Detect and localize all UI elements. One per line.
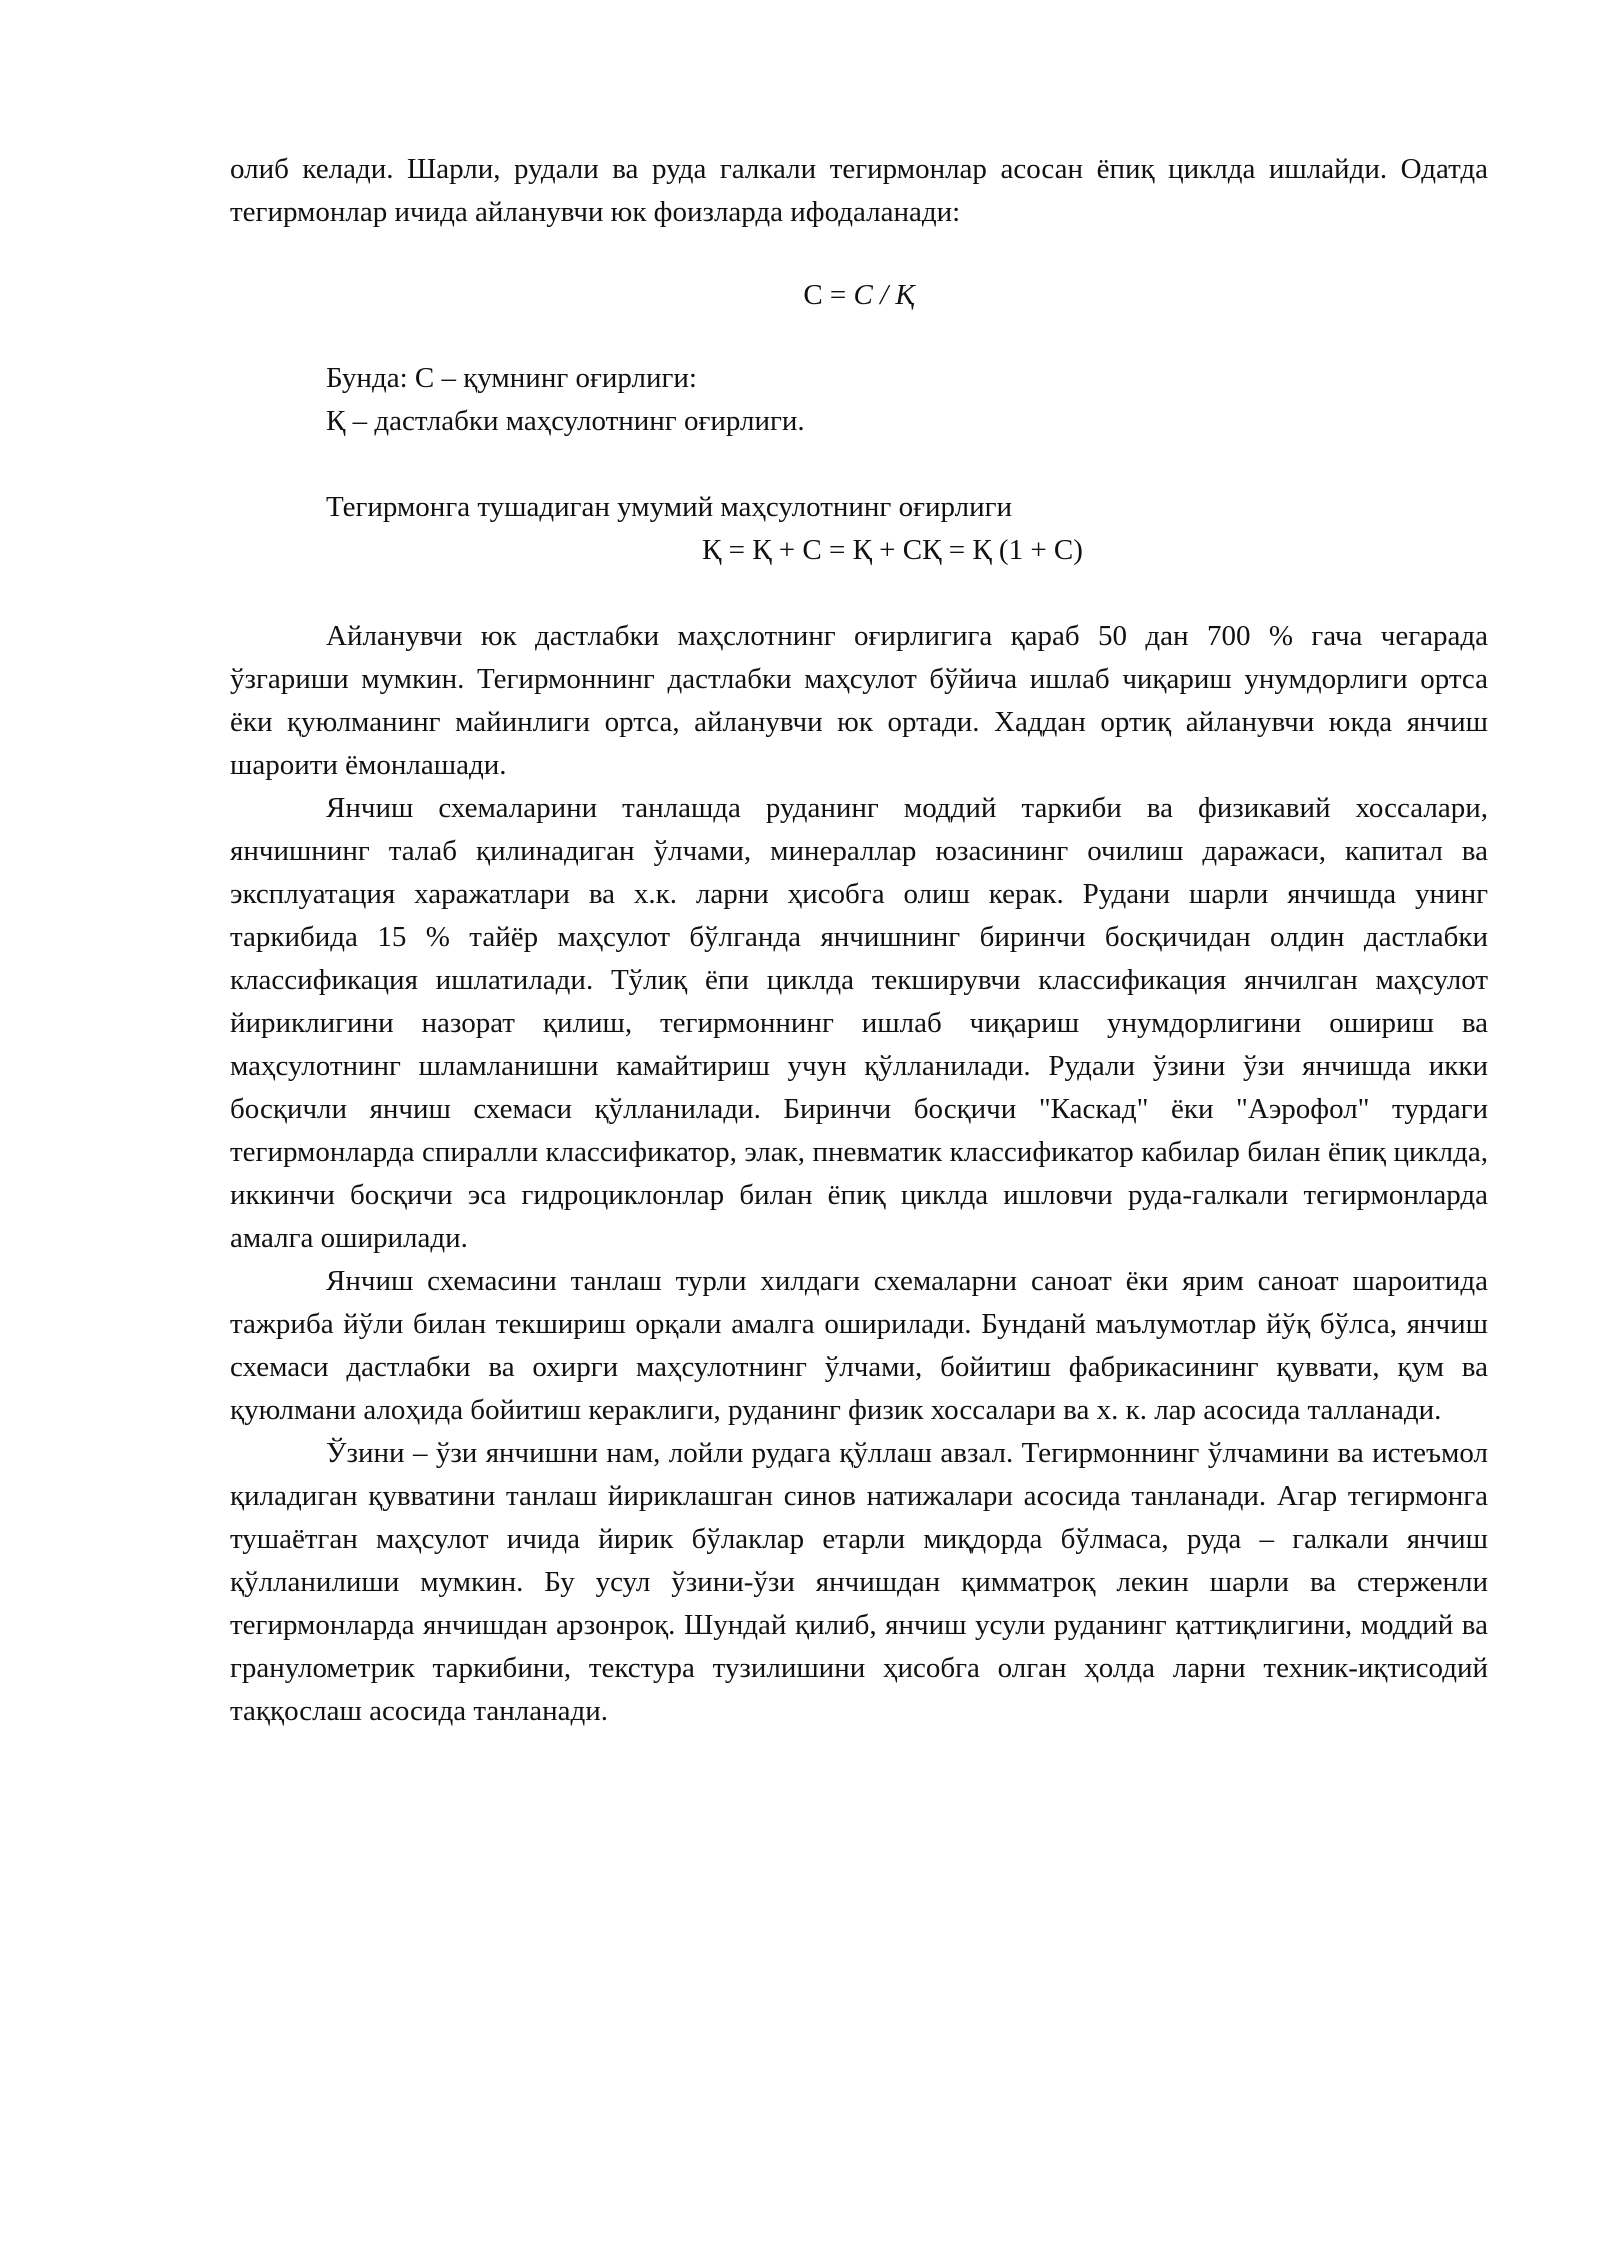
paragraph-scheme-testing: Янчиш схемасини танлаш турли хилдаги схемаларни саноат ёки ярим саноат шароитида тажриба йўли билан текшириш орқали амалга оширилади. Бунданй маълумотлар йўқ бўлса, янчиш схемаси дастлабки ва охирги маҳсулотнинг ўлчами, бойитиш фабрикасининг қуввати, қум ва қуюлмани алоҳида бойитиш кераклиги, руданинг физик хоссалари ва х. к. лар асосида талланади.: [230, 1265, 1488, 1426]
total-mass-label: Тегирмонга тушадиган умумий маҳсулотнинг оғирлиги: [326, 491, 1013, 523]
intro-line-2: Одатда тегирмонлар ичида айланувчи юк фоизларда ифодаланади:: [230, 153, 1488, 228]
formula-sand-ratio: [230, 274, 1488, 317]
intro-paragraph: [230, 148, 1488, 234]
formula-lhs: С =: [803, 279, 854, 311]
paragraph-circulating-load: Айланувчи юк дастлабки маҳслотнинг оғирлигига қараб 50 дан 700 % гача чегарада ўзгариши мумкин. Тегирмоннинг дастлабки маҳсулот бўйича ишлаб чиқариш унумдорлиги ортса ёки қуюлманинг майинлиги ортса, айланувчи юк ортади. Хаддан ортиқ айланувчи юкда янчиш шароити ёмонлашади.: [230, 620, 1488, 781]
spacer: [230, 572, 1488, 615]
formula-total-mass: Қ = Қ + С = Қ + СҚ = Қ (1 + С): [702, 534, 1083, 566]
intro-line-1: олиб келади. Шарли, рудали ва руда галкали тегирмонлар асосан ёпиқ циклда ишлайди.: [230, 153, 1388, 185]
paragraph-autogenous-grinding: Ўзини – ўзи янчишни нам, лойли рудага қўллаш авзал. Тегирмоннинг ўлчамини ва истеъмол қиладиган қувватини танлаш йириклашган синов натижалари асосида танланади. Агар тегирмонга тушаётган маҳсулот ичида йирик бўлаклар етарли миқдорда бўлмаса, руда – галкали янчиш қўлланилиши мумкин. Бу усул ўзини-ўзи янчишдан қимматроқ лекин шарли ва стерженли тегирмонларда янчишдан арзонроқ. Шундай қилиб, янчиш усули руданинг қаттиқлигини, моддий ва гранулометрик таркибини, текстура тузилишини ҳисобга олган ҳолда ларни техник-иқтисодий таққослаш асосида танланади.: [230, 1437, 1488, 1727]
spacer: [230, 443, 1488, 486]
paragraph-scheme-selection: Янчиш схемаларини танлашда руданинг моддий таркиби ва физикавий хоссалари, янчишнинг талаб қилинадиган ўлчами, минераллар юзасининг очилиш даражаси, капитал ва эксплуатация харажатлари ва х.к. ларни ҳисобга олиш керак. Рудани шарли янчишда унинг таркибида 15 % тайёр маҳсулот бўлганда янчишнинг биринчи босқичидан олдин дастлабки классификация ишлатилади. Тўлиқ ёпи циклда текширувчи классификация янчилган маҳсулот йириклигини назорат қилиш, тегирмоннинг ишлаб чиқариш унумдорлигини ошириш ва маҳсулотнинг шламланишни камайтириш учун қўлланилади. Рудали ўзини ўзи янчишда икки босқичли янчиш схемаси қўлланилади. Биринчи босқичи "Каскад" ёки "Аэрофол" турдаги тегирмонларда спиралли классификатор, элак, пневматик классификатор кабилар билан ёпиқ циклда, иккинчи босқичи эса гидроциклонлар билан ёпиқ циклда ишловчи руда-галкали тегирмонларда амалга оширилади.: [230, 792, 1488, 1254]
document-page: [230, 148, 1488, 1733]
where-line-1: Бунда: С – қумнинг оғирлиги:: [326, 362, 697, 394]
where-line-2: Қ – дастлабки маҳсулотнинг оғирлиги.: [326, 405, 805, 437]
formula-rhs: C / Қ: [853, 279, 915, 311]
